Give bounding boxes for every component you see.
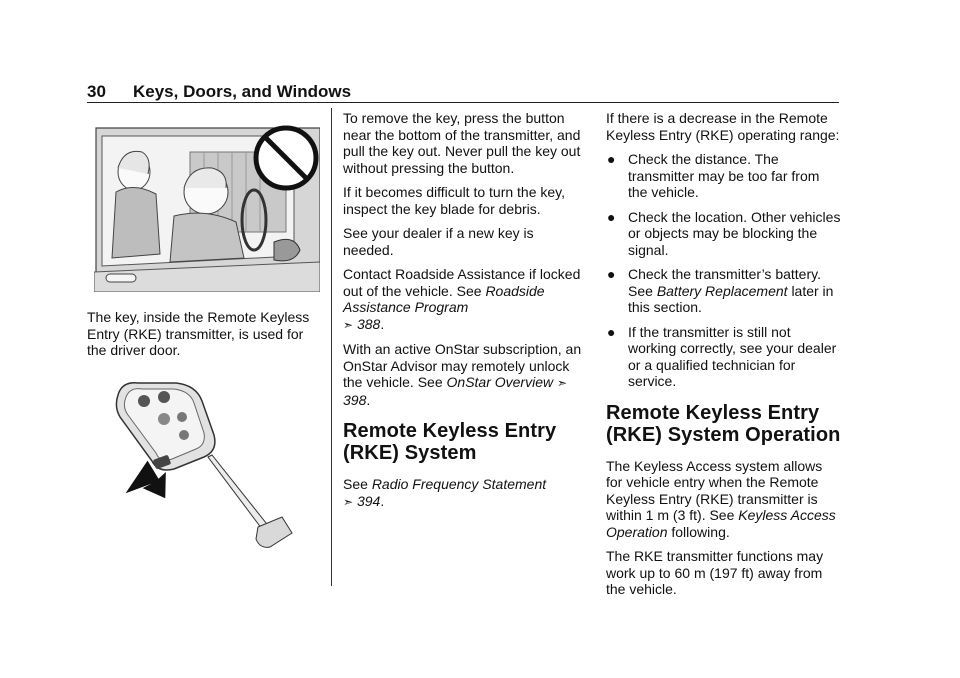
paragraph-remove-key: To remove the key, press the button near the bottom of the transmitter, and pull the key out. Never pull the key out without pressing the button. — [343, 110, 581, 176]
paragraph-key-debris: If it becomes difficult to turn the key, inspect the key blade for debris. — [343, 184, 566, 217]
onstar-text: With an active OnStar subscription, an OnStar Advisor may remotely unlock the vehicle. See — [343, 341, 582, 390]
roadside-page-ref[interactable]: 388 — [356, 315, 381, 332]
column-left — [87, 309, 325, 367]
list-item — [606, 266, 842, 316]
radio-frequency-link[interactable]: Radio Frequency Statement — [371, 476, 547, 492]
battery-replacement-link[interactable]: Battery Replacement — [656, 282, 788, 299]
chapter-title: Keys, Doors, and Windows — [133, 82, 352, 101]
paragraph-range-intro: If there is a decrease in the Remote Keyless Entry (RKE) operating range: — [606, 110, 840, 143]
paragraph-onstar: With an active OnStar subscription, an OnStar Advisor may remotely unlock the vehicle. See OnStar Overview ➣ 398. — [343, 341, 582, 408]
bullet-icon: ● — [607, 323, 616, 340]
page-header — [87, 82, 351, 102]
bullet-icon: ● — [607, 151, 616, 167]
paragraph-new-key: See your dealer if a new key is needed. — [343, 225, 534, 258]
page-number: 30 — [87, 82, 106, 101]
column-divider — [331, 108, 332, 586]
paragraph-radio-frequency: See Radio Frequency Statement ➣ 394. — [343, 476, 547, 509]
header-rule — [87, 102, 839, 103]
rke-system-heading: Remote Keyless Entry (RKE) System — [343, 420, 557, 464]
list-item — [606, 324, 842, 390]
radio-frequency-page-ref[interactable]: 394 — [356, 492, 381, 509]
paragraph-roadside: Contact Roadside Assistance if locked out of the vehicle. See Roadside Assistance Program ➣ 388. — [343, 266, 581, 332]
see-text: See — [343, 476, 368, 492]
bullet-text-tail: later in this section. — [628, 282, 834, 315]
keyless-access-tail: following. — [671, 523, 730, 540]
key-fob-illustration — [108, 377, 316, 567]
column-middle — [343, 110, 583, 518]
bullet-text: Check the transmitter’s battery. See — [628, 266, 821, 299]
page-reference-icon: ➣ — [343, 494, 354, 509]
bullet-icon: ● — [607, 208, 616, 225]
children-in-car-illustration — [94, 122, 320, 292]
page-reference-icon: ➣ — [343, 317, 354, 332]
paragraph-keyless-access — [606, 458, 842, 541]
bullet-text: Check the location. Other vehicles or objects may be blocking the signal. — [628, 208, 841, 258]
onstar-overview-link[interactable]: OnStar Overview — [446, 374, 554, 390]
bullet-text: If the transmitter is still not working correctly, see your dealer or a qualified technician for service. — [628, 323, 837, 389]
roadside-assistance-link[interactable]: Roadside Assistance Program — [343, 282, 545, 315]
onstar-page-ref[interactable]: 398 — [343, 391, 367, 408]
list-item — [606, 209, 842, 259]
bullet-icon: ● — [607, 266, 616, 282]
page-reference-icon: ➣ — [557, 376, 568, 390]
column-right — [606, 110, 842, 606]
paragraph-transmitter-range: The RKE transmitter functions may work up to 60 m (197 ft) away from the vehicle. — [606, 548, 824, 597]
list-item — [606, 151, 842, 201]
range-checklist — [606, 151, 842, 390]
rke-operation-heading: Remote Keyless Entry (RKE) System Operation — [606, 401, 841, 446]
bullet-text: Check the distance. The transmitter may be too far from the vehicle. — [628, 151, 820, 200]
keyless-access-operation-link[interactable]: Keyless Access Operation — [606, 507, 836, 540]
keyless-access-text: The Keyless Access system allows for vehicle entry when the Remote Keyless Entry (RKE) transmitter is within 1 m (3 ft). See — [606, 457, 823, 523]
key-caption: The key, inside the Remote Keyless Entry (RKE) transmitter, is used for the driver door. — [87, 309, 310, 358]
roadside-text: Contact Roadside Assistance if locked out of the vehicle. See — [343, 266, 581, 299]
